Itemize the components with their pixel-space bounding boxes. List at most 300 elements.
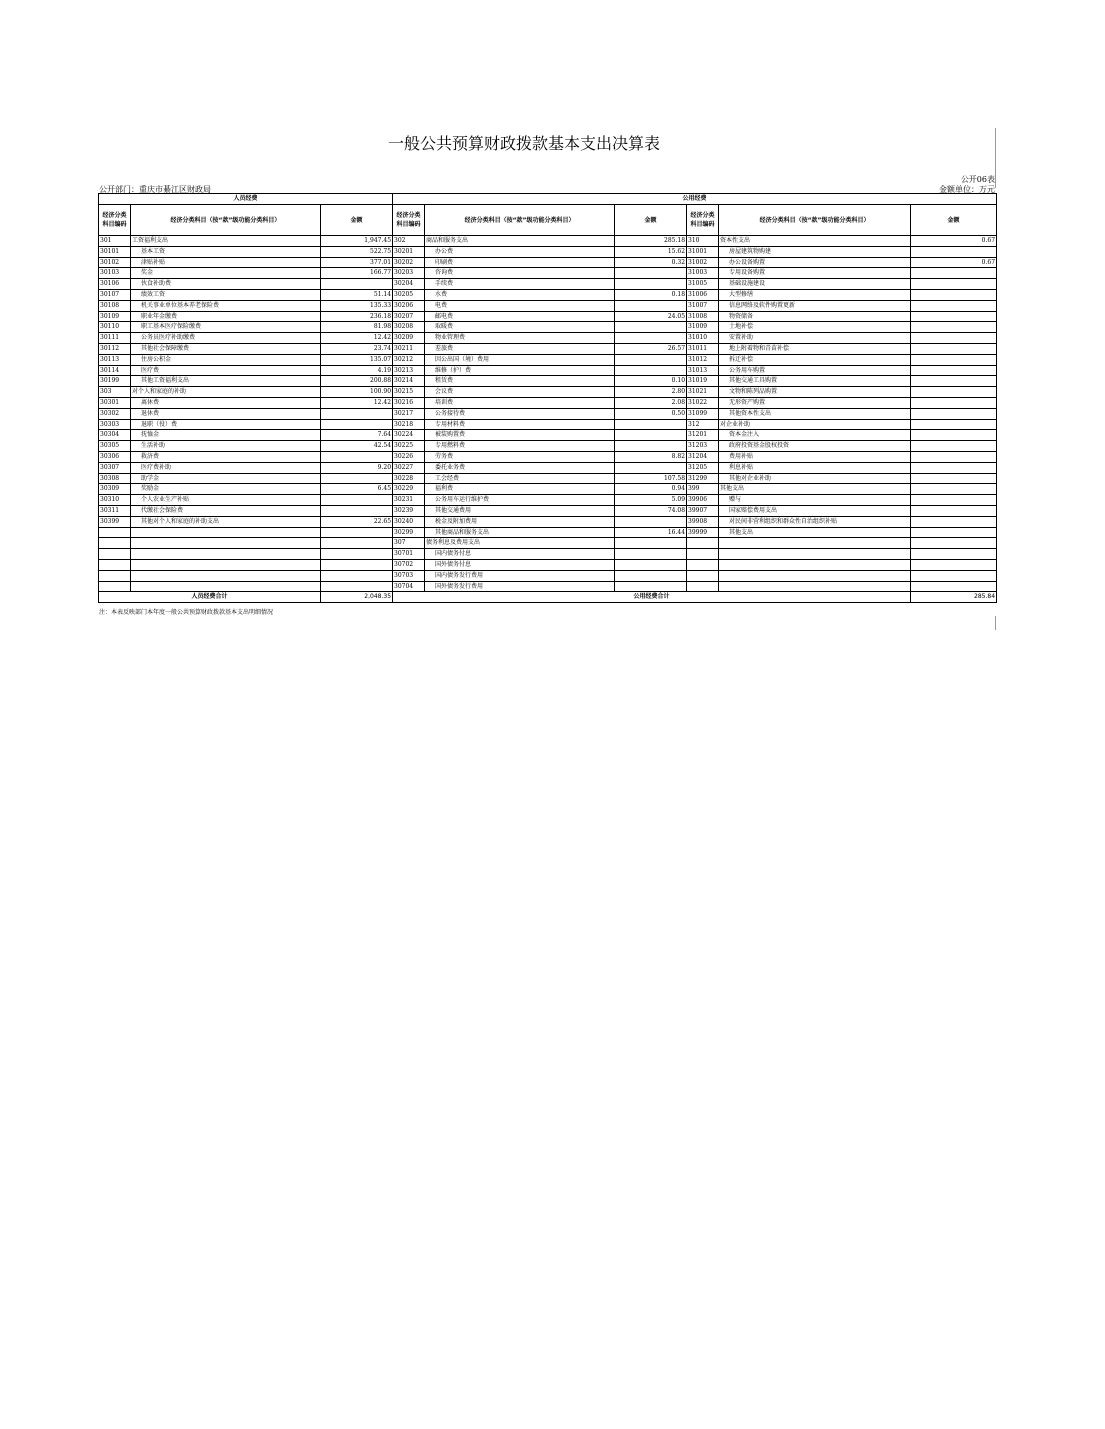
row-amount — [911, 333, 997, 344]
row-item-name: 会议费 — [425, 387, 615, 398]
row-code: 30306 — [99, 451, 131, 462]
row-item-name: 房屋建筑物购建 — [719, 246, 911, 257]
row-code: 30199 — [99, 376, 131, 387]
row-item-name: 维修（护）费 — [425, 365, 615, 376]
row-item-name: 文物和陈列品购置 — [719, 387, 911, 398]
row-code: 31005 — [687, 279, 719, 290]
row-code — [687, 570, 719, 581]
row-amount — [321, 419, 393, 430]
row-amount — [911, 279, 997, 290]
row-item-name: 赠与 — [719, 495, 911, 506]
row-item-name — [131, 549, 321, 560]
row-code — [687, 538, 719, 549]
table-row — [99, 581, 997, 592]
row-item-name: 水费 — [425, 289, 615, 300]
row-item-name: 国内债务付息 — [425, 549, 615, 560]
row-amount: 6.45 — [321, 484, 393, 495]
row-code: 30211 — [393, 343, 425, 354]
row-amount — [911, 441, 997, 452]
row-amount — [911, 376, 997, 387]
row-item-name: 住房公积金 — [131, 354, 321, 365]
row-amount — [911, 268, 997, 279]
row-item-name: 国外债务付息 — [425, 559, 615, 570]
row-code: 30216 — [393, 397, 425, 408]
row-item-name — [719, 581, 911, 592]
row-amount: 0.18 — [615, 289, 687, 300]
row-code: 31203 — [687, 441, 719, 452]
row-item-name — [131, 538, 321, 549]
row-code: 30239 — [393, 505, 425, 516]
table-row — [99, 365, 997, 376]
row-item-name: 电费 — [425, 300, 615, 311]
row-item-name: 其他资本性支出 — [719, 408, 911, 419]
table-row — [99, 333, 997, 344]
row-amount — [321, 473, 393, 484]
row-code: 39908 — [687, 516, 719, 527]
table-row — [99, 462, 997, 473]
row-amount — [615, 559, 687, 570]
table-row — [99, 257, 997, 268]
row-item-name: 工会经费 — [425, 473, 615, 484]
row-code — [687, 581, 719, 592]
row-code: 30112 — [99, 343, 131, 354]
col-header-code: 经济分类科目编码 — [99, 205, 131, 236]
row-item-name — [131, 559, 321, 570]
section-public: 公用经费 — [393, 194, 997, 205]
row-code: 31204 — [687, 451, 719, 462]
row-amount — [615, 441, 687, 452]
row-code: 30209 — [393, 333, 425, 344]
row-code: 31021 — [687, 387, 719, 398]
row-amount — [911, 505, 997, 516]
row-item-name: 公务员医疗补助缴费 — [131, 333, 321, 344]
row-code: 303 — [99, 387, 131, 398]
row-amount: 9.20 — [321, 462, 393, 473]
table-row — [99, 408, 997, 419]
row-code: 30214 — [393, 376, 425, 387]
row-item-name: 退职（役）费 — [131, 419, 321, 430]
row-item-name: 生活补助 — [131, 441, 321, 452]
row-code: 30201 — [393, 246, 425, 257]
row-code: 31009 — [687, 322, 719, 333]
row-amount — [615, 354, 687, 365]
row-item-name: 绩效工资 — [131, 289, 321, 300]
row-item-name: 个人农业生产补贴 — [131, 495, 321, 506]
row-code: 30102 — [99, 257, 131, 268]
row-code: 31007 — [687, 300, 719, 311]
row-amount — [911, 300, 997, 311]
row-amount — [615, 570, 687, 581]
row-amount — [321, 279, 393, 290]
col-header-code: 经济分类科目编码 — [393, 205, 425, 236]
row-amount — [911, 343, 997, 354]
row-item-name: 国外债务发行费用 — [425, 581, 615, 592]
table-row — [99, 343, 997, 354]
col-header-code: 经济分类科目编码 — [687, 205, 719, 236]
row-item-name: 商品和服务支出 — [425, 236, 615, 247]
row-code: 30108 — [99, 300, 131, 311]
row-item-name: 对民间非营利组织和群众性自治组织补贴 — [719, 516, 911, 527]
row-amount — [615, 300, 687, 311]
row-item-name: 其他商品和服务支出 — [425, 527, 615, 538]
table-row — [99, 516, 997, 527]
row-code — [687, 559, 719, 570]
row-code: 30703 — [393, 570, 425, 581]
row-amount: 26.57 — [615, 343, 687, 354]
row-amount: 74.08 — [615, 505, 687, 516]
row-item-name: 对企业补助 — [719, 419, 911, 430]
row-code: 30227 — [393, 462, 425, 473]
row-item-name: 资本性支出 — [719, 236, 911, 247]
table-body — [99, 236, 997, 592]
row-code: 30110 — [99, 322, 131, 333]
row-amount — [911, 495, 997, 506]
row-code: 30101 — [99, 246, 131, 257]
row-amount: 0.94 — [615, 484, 687, 495]
row-code: 30103 — [99, 268, 131, 279]
form-number: 公开06表 — [960, 175, 995, 184]
row-code: 30240 — [393, 516, 425, 527]
row-item-name: 信息网络及软件购置更新 — [719, 300, 911, 311]
row-code: 31299 — [687, 473, 719, 484]
row-item-name: 其他对企业补助 — [719, 473, 911, 484]
page-edge-line — [995, 128, 996, 188]
table-row — [99, 268, 997, 279]
row-code: 312 — [687, 419, 719, 430]
table-row — [99, 419, 997, 430]
row-item-name — [719, 549, 911, 560]
row-amount — [321, 527, 393, 538]
row-item-name: 其他支出 — [719, 484, 911, 495]
row-amount — [615, 419, 687, 430]
row-amount: 42.54 — [321, 441, 393, 452]
row-item-name: 奖励金 — [131, 484, 321, 495]
row-item-name: 咨询费 — [425, 268, 615, 279]
public-total-value: 285.84 — [911, 592, 997, 603]
row-item-name: 政府投资基金股权投资 — [719, 441, 911, 452]
row-item-name: 培训费 — [425, 397, 615, 408]
row-amount: 100.90 — [321, 387, 393, 398]
row-amount — [911, 387, 997, 398]
row-amount — [911, 289, 997, 300]
row-code: 30202 — [393, 257, 425, 268]
row-item-name — [719, 559, 911, 570]
table-row — [99, 236, 997, 247]
row-amount — [911, 559, 997, 570]
row-code: 30208 — [393, 322, 425, 333]
row-code: 30305 — [99, 441, 131, 452]
row-amount: 15.62 — [615, 246, 687, 257]
row-amount — [911, 516, 997, 527]
col-header-amount: 金额 — [911, 205, 997, 236]
row-amount — [911, 419, 997, 430]
table-row — [99, 527, 997, 538]
table-row — [99, 484, 997, 495]
row-item-name: 退休费 — [131, 408, 321, 419]
table-row — [99, 430, 997, 441]
row-item-name: 安置补助 — [719, 333, 911, 344]
row-amount: 0.10 — [615, 376, 687, 387]
row-amount — [321, 538, 393, 549]
row-code: 30215 — [393, 387, 425, 398]
row-amount: 107.58 — [615, 473, 687, 484]
row-amount — [911, 365, 997, 376]
row-item-name: 福利费 — [425, 484, 615, 495]
row-amount: 2.08 — [615, 397, 687, 408]
row-item-name: 其他交通费用 — [425, 505, 615, 516]
row-amount: 5.09 — [615, 495, 687, 506]
row-item-name: 助学金 — [131, 473, 321, 484]
row-code: 301 — [99, 236, 131, 247]
row-code: 31201 — [687, 430, 719, 441]
section-personnel: 人员经费 — [99, 194, 393, 205]
expenditure-table — [98, 193, 997, 603]
row-amount — [911, 462, 997, 473]
row-item-name: 其他工资福利支出 — [131, 376, 321, 387]
row-code — [99, 549, 131, 560]
row-code: 30228 — [393, 473, 425, 484]
row-code: 30205 — [393, 289, 425, 300]
row-code: 30203 — [393, 268, 425, 279]
row-amount: 285.18 — [615, 236, 687, 247]
table-row — [99, 441, 997, 452]
row-code: 30106 — [99, 279, 131, 290]
row-code: 30399 — [99, 516, 131, 527]
row-amount — [615, 581, 687, 592]
row-item-name: 物资储备 — [719, 311, 911, 322]
row-item-name: 无形资产购置 — [719, 397, 911, 408]
row-item-name: 奖金 — [131, 268, 321, 279]
table-row — [99, 451, 997, 462]
row-item-name: 津贴补贴 — [131, 257, 321, 268]
row-item-name: 伙食补助费 — [131, 279, 321, 290]
row-code: 30212 — [393, 354, 425, 365]
row-item-name: 土地补偿 — [719, 322, 911, 333]
row-code: 30226 — [393, 451, 425, 462]
table-row — [99, 549, 997, 560]
row-code — [687, 549, 719, 560]
row-item-name: 离休费 — [131, 397, 321, 408]
row-amount — [615, 516, 687, 527]
row-amount — [321, 505, 393, 516]
row-code: 30229 — [393, 484, 425, 495]
row-item-name: 基础设施建设 — [719, 279, 911, 290]
row-amount — [321, 581, 393, 592]
row-item-name: 办公设备购置 — [719, 257, 911, 268]
row-amount — [321, 549, 393, 560]
row-amount: 22.65 — [321, 516, 393, 527]
row-item-name: 委托业务费 — [425, 462, 615, 473]
row-amount — [615, 538, 687, 549]
row-item-name: 拆迁补偿 — [719, 354, 911, 365]
row-amount: 236.18 — [321, 311, 393, 322]
personnel-total-value: 2,048.35 — [321, 592, 393, 603]
row-item-name: 救济费 — [131, 451, 321, 462]
table-row — [99, 289, 997, 300]
row-amount — [615, 268, 687, 279]
table-row — [99, 246, 997, 257]
row-code: 39999 — [687, 527, 719, 538]
row-amount — [321, 408, 393, 419]
row-item-name: 基本工资 — [131, 246, 321, 257]
row-item-name: 差旅费 — [425, 343, 615, 354]
row-code: 30311 — [99, 505, 131, 516]
row-amount: 522.75 — [321, 246, 393, 257]
table-row — [99, 559, 997, 570]
row-code — [99, 559, 131, 570]
row-code: 31008 — [687, 311, 719, 322]
table-row — [99, 473, 997, 484]
row-code: 30307 — [99, 462, 131, 473]
row-code: 30299 — [393, 527, 425, 538]
table-row — [99, 397, 997, 408]
row-code: 31013 — [687, 365, 719, 376]
row-code: 30107 — [99, 289, 131, 300]
table-row — [99, 570, 997, 581]
row-amount: 4.19 — [321, 365, 393, 376]
table-row — [99, 354, 997, 365]
row-amount — [911, 549, 997, 560]
row-item-name: 其他对个人和家庭的补助支出 — [131, 516, 321, 527]
row-code: 31010 — [687, 333, 719, 344]
row-item-name: 利息补贴 — [719, 462, 911, 473]
row-item-name: 费用补贴 — [719, 451, 911, 462]
row-amount — [615, 279, 687, 290]
row-code: 30310 — [99, 495, 131, 506]
row-code: 30301 — [99, 397, 131, 408]
table-row — [99, 387, 997, 398]
row-item-name: 专用设备购置 — [719, 268, 911, 279]
row-item-name — [719, 570, 911, 581]
row-amount: 1,947.45 — [321, 236, 393, 247]
table-row — [99, 322, 997, 333]
row-amount: 135.33 — [321, 300, 393, 311]
row-amount — [615, 462, 687, 473]
row-code: 31022 — [687, 397, 719, 408]
table-row — [99, 538, 997, 549]
row-item-name: 医疗费 — [131, 365, 321, 376]
row-amount — [321, 559, 393, 570]
row-code: 30309 — [99, 484, 131, 495]
row-code: 30701 — [393, 549, 425, 560]
row-code: 30231 — [393, 495, 425, 506]
row-item-name: 因公出国（境）费用 — [425, 354, 615, 365]
row-amount — [615, 322, 687, 333]
row-item-name: 医疗费补助 — [131, 462, 321, 473]
row-code — [99, 581, 131, 592]
row-amount: 8.82 — [615, 451, 687, 462]
row-item-name: 印刷费 — [425, 257, 615, 268]
row-code: 310 — [687, 236, 719, 247]
row-amount: 166.77 — [321, 268, 393, 279]
row-item-name: 税金及附加费用 — [425, 516, 615, 527]
row-amount — [911, 397, 997, 408]
row-amount — [615, 365, 687, 376]
row-amount: 24.05 — [615, 311, 687, 322]
row-item-name: 公务接待费 — [425, 408, 615, 419]
row-code: 30114 — [99, 365, 131, 376]
personnel-total-label: 人员经费合计 — [99, 592, 321, 603]
col-header-name: 经济分类科目（按“款”级功能分类科目） — [131, 205, 321, 236]
row-code: 31099 — [687, 408, 719, 419]
row-item-name: 国内债务发行费用 — [425, 570, 615, 581]
row-code: 31019 — [687, 376, 719, 387]
row-amount — [911, 246, 997, 257]
row-amount: 7.64 — [321, 430, 393, 441]
row-code: 30224 — [393, 430, 425, 441]
row-code: 30225 — [393, 441, 425, 452]
row-code: 30111 — [99, 333, 131, 344]
row-amount — [911, 354, 997, 365]
row-code: 30218 — [393, 419, 425, 430]
row-amount: 200.88 — [321, 376, 393, 387]
unit-label: 金额单位：万元 — [939, 185, 995, 194]
row-item-name: 债务利息及费用支出 — [425, 538, 615, 549]
row-code: 30213 — [393, 365, 425, 376]
row-code: 31002 — [687, 257, 719, 268]
row-code: 307 — [393, 538, 425, 549]
row-amount — [911, 322, 997, 333]
row-code: 39906 — [687, 495, 719, 506]
table-row — [99, 376, 997, 387]
row-code: 31003 — [687, 268, 719, 279]
row-item-name: 其他支出 — [719, 527, 911, 538]
row-item-name: 办公费 — [425, 246, 615, 257]
row-code: 31006 — [687, 289, 719, 300]
row-item-name: 对个人和家庭的补助 — [131, 387, 321, 398]
row-amount — [911, 430, 997, 441]
row-amount — [615, 430, 687, 441]
row-code: 30207 — [393, 311, 425, 322]
row-amount — [321, 495, 393, 506]
col-header-name: 经济分类科目（按“款”级功能分类科目） — [719, 205, 911, 236]
row-code: 30302 — [99, 408, 131, 419]
row-item-name: 公务用车运行维护费 — [425, 495, 615, 506]
department-label: 公开部门：重庆市綦江区财政局 — [99, 185, 211, 194]
row-code: 30204 — [393, 279, 425, 290]
row-item-name: 资本金注入 — [719, 430, 911, 441]
row-amount — [615, 333, 687, 344]
row-amount: 81.98 — [321, 322, 393, 333]
row-amount — [911, 581, 997, 592]
row-item-name: 职工基本医疗保险缴费 — [131, 322, 321, 333]
row-amount: 0.50 — [615, 408, 687, 419]
row-item-name — [719, 538, 911, 549]
row-code: 31205 — [687, 462, 719, 473]
row-code — [99, 570, 131, 581]
row-amount: 377.01 — [321, 257, 393, 268]
row-amount: 0.32 — [615, 257, 687, 268]
col-header-name: 经济分类科目（按“款”级功能分类科目） — [425, 205, 615, 236]
row-item-name: 其他社会保障缴费 — [131, 343, 321, 354]
row-item-name: 手续费 — [425, 279, 615, 290]
col-header-amount: 金额 — [615, 205, 687, 236]
row-item-name — [131, 527, 321, 538]
row-code: 30113 — [99, 354, 131, 365]
row-amount — [911, 451, 997, 462]
row-amount: 0.67 — [911, 257, 997, 268]
row-item-name: 被装购置费 — [425, 430, 615, 441]
row-amount — [321, 451, 393, 462]
col-header-amount: 金额 — [321, 205, 393, 236]
row-amount: 12.42 — [321, 333, 393, 344]
table-row — [99, 495, 997, 506]
row-item-name — [131, 581, 321, 592]
table-row — [99, 311, 997, 322]
row-item-name: 机关事业单位基本养老保险费 — [131, 300, 321, 311]
row-item-name: 劳务费 — [425, 451, 615, 462]
row-item-name: 地上附着物和青苗补偿 — [719, 343, 911, 354]
